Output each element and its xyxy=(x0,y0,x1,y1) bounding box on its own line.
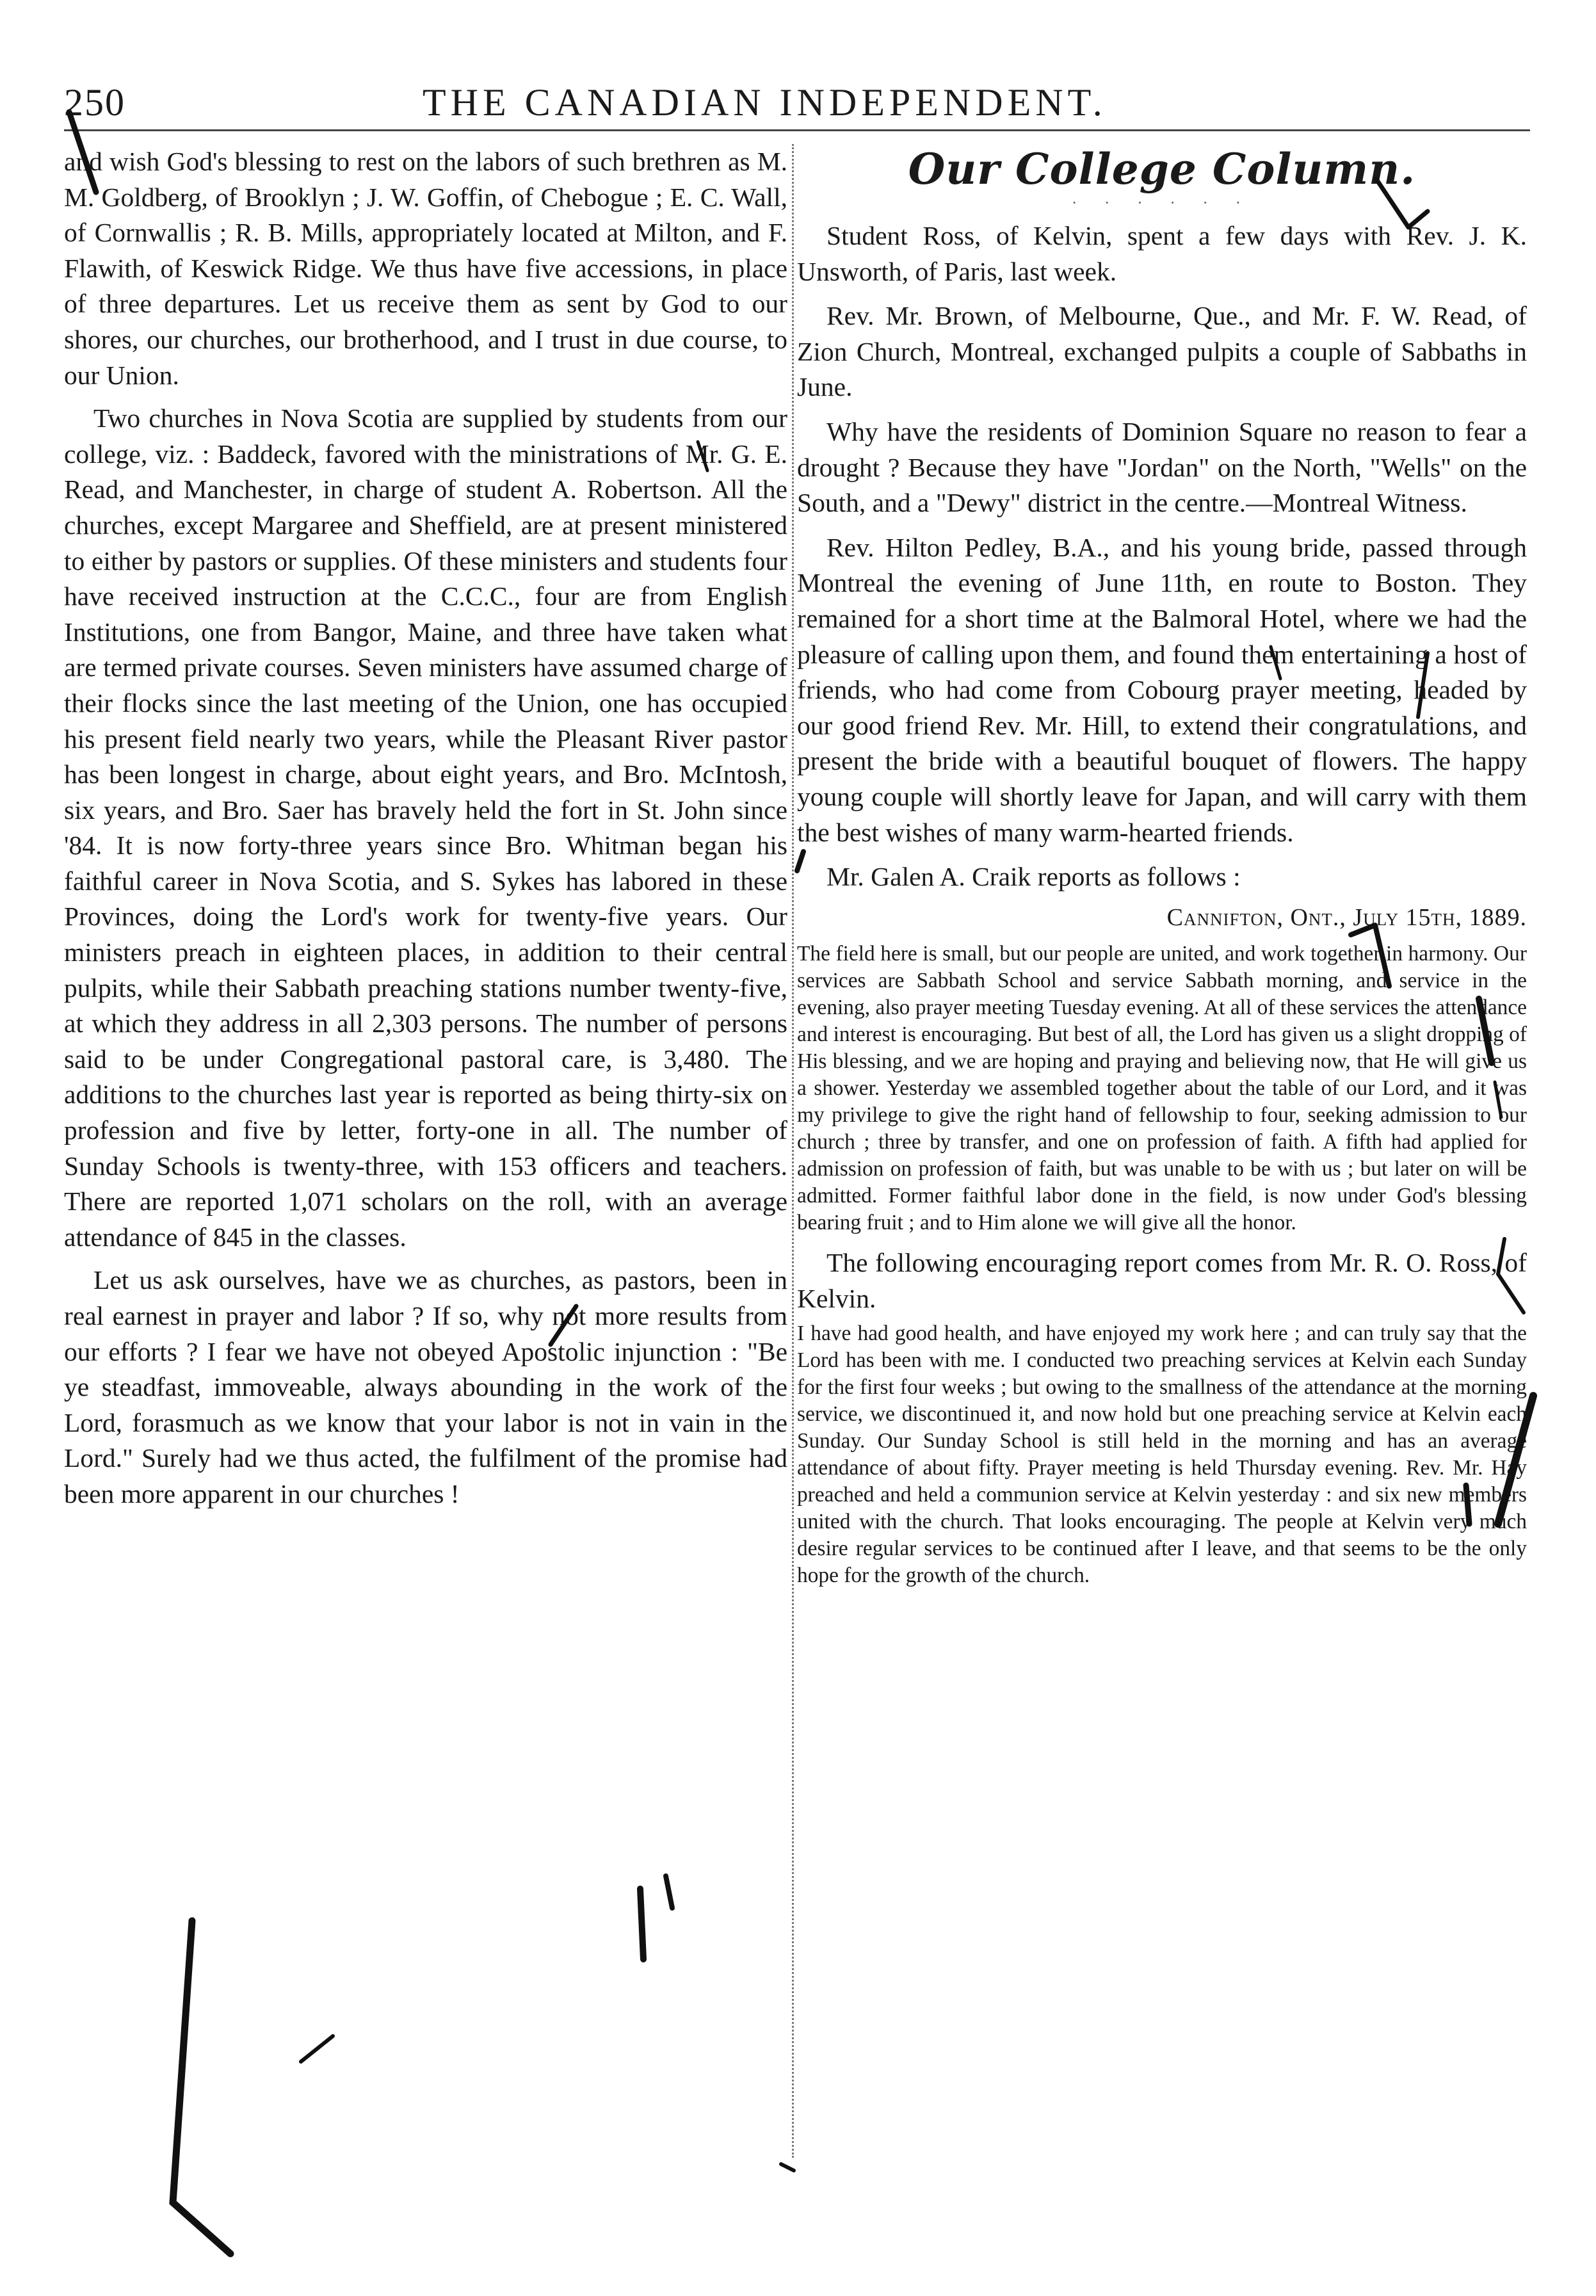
left-paragraph-3: Let us ask ourselves, have we as churches, as pastors, been in real earnest in prayer and labor ? If so, why not more results from our efforts ? I fear we have not obeyed Apostolic injunction : "Be ye steadfast, immoveable, always abounding in the work of the Lord, forasmuch as we know that your labor is not in vain in the Lord." Surely had we thus acted, the fulfilment of the promise had been more apparent in our churches ! xyxy=(64,1265,787,1508)
college-column-heading: Our College Column. xyxy=(908,144,1416,194)
item-student-ross: Student Ross, of Kelvin, spent a few days with Rev. J. K. Unsworth, of Paris, last week. xyxy=(797,221,1527,286)
header-rule xyxy=(64,129,1530,131)
item-dominion-square: Why have the residents of Dominion Square no reason to fear a drought ? Because they have "Jordan" on the North, "Wells" on the South, and a "Dewy" district in the centre.—Montreal Witness. xyxy=(797,416,1527,518)
left-paragraph-1: and wish God's blessing to rest on the labors of such brethren as M. M. Goldberg, of Brooklyn ; J. W. Goffin, of Chebogue ; E. C. Wall, of Cornwallis ; R. B. Mills, appropriately located at Milton, and F. Flawith, of Keswick Ridge. We thus have five accessions, in place of three departures. Let us receive them as sent by God to our shores, our churches, our brotherhood, and I trust in due course, to our Union. xyxy=(64,147,787,390)
left-paragraph-2: Two churches in Nova Scotia are supplied by students from our college, viz. : Baddeck, favored with the ministrations of Mr. G. E. Read, and Manchester, in charge of student A. Robertson. All the churches, except Margaree and Sheffield, are at present ministered to either by pastors or supplies. Of these ministers and students four have received instruction at the C.C.C., four are from English Institutions, one from Bangor, Maine, and three have taken what are termed private courses. Seven ministers have assumed charge of their flocks since the last meeting of the Union, one has occupied his present field nearly two years, while the Pleasant River pastor has been longest in charge, about eight years, and Bro. McIntosh, six years, and Bro. Saer has bravely held the fort in St. John since '84. It is now forty-three years since Bro. Whitman began his faithful career in Nova Scotia, and S. Sykes has labored in these Provinces, doing the Lord's work for twenty-five years. Our ministers preach in eighteen places, in addition to their central pulpits, while their Sabbath preaching stations number twenty-five, at which they address in all 2,303 persons. The number of persons said to be under Congregational pastoral care, is 3,480. The additions to the churches last year is reported as being thirty-six on profession and five by letter, forty-one in all. The number of Sunday Schools is twenty-three, with 153 officers and teachers. There are reported 1,071 scholars on the roll, with an average attendance of 845 in the classes. xyxy=(64,403,787,1252)
running-title: THE CANADIAN INDEPENDENT. xyxy=(423,81,1107,124)
heading-ornament: · · · · · · xyxy=(1071,193,1253,212)
page-header xyxy=(64,76,1536,133)
letter-ross: I have had good health, and have enjoyed my work here ; and can truly say that the Lord has been with me. I conducted two preaching services at Kelvin each Sunday for the first four weeks ; but owing to the smallness of the attendance at the morning service, we discontinued it, and now hold but one preaching service at Kelvin each Sunday. Our Sunday School is still held in the morning and has an average attendance of about fifty. Prayer meeting is held Thursday evening. Rev. Mr. Hay preached and held a communion service at Kelvin yesterday : and six new members united with the church. That looks encouraging. The people at Kelvin very much desire regular services to be continued after I leave, and that seems to be the only hope for the growth of the church. xyxy=(797,1322,1527,1588)
right-column xyxy=(797,144,1527,1589)
page-number: 250 xyxy=(64,81,125,124)
item-hilton-pedley: Rev. Hilton Pedley, B.A., and his young bride, passed through Montreal the evening of June 11th, en route to Boston. They remained for a short time at the Balmoral Hotel, where we had the pleasure of calling upon them, and found them entertaining a host of friends, who had come from Cobourg prayer meeting, headed by our good friend Rev. Mr. Hill, to extend their congratulations, and present the bride with a beautiful bouquet of flowers. The happy young couple will shortly leave for Japan, and will carry with them the best wishes of many warm-hearted friends. xyxy=(797,532,1527,847)
column-divider xyxy=(792,144,794,2158)
item-ross-intro: The following encouraging report comes from Mr. R. O. Ross, of Kelvin. xyxy=(797,1248,1527,1313)
left-column xyxy=(64,144,787,1512)
item-pulpit-exchange: Rev. Mr. Brown, of Melbourne, Que., and Mr. F. W. Read, of Zion Church, Montreal, exchanged pulpits a couple of Sabbaths in June. xyxy=(797,301,1527,402)
letter-craik: The field here is small, but our people are united, and work together in harmony. Our services are Sabbath School and service Sabbath morning, and service in the evening, also prayer meeting Tuesday evening. At all of these services the attendance and interest is encouraging. But best of all, the Lord has given us a slight dropping of His blessing, and we are hoping and praying and believing now, that He will give us a shower. Yesterday we assembled together about the table of our Lord, and it was my privilege to give the right hand of fellowship to four, seeking admission to our church ; three by transfer, and one on profession of faith. A fifth had applied for admission on profession of faith, but was unable to be with us ; but later on will be admitted. Former faithful labor done in the field, is now under God's blessing bearing fruit ; and to Him alone we will give all the honor. xyxy=(797,942,1527,1235)
item-craik-intro: Mr. Galen A. Craik reports as follows : xyxy=(826,862,1241,892)
letter-dateline: Cannifton, Ont., July 15th, 1889. xyxy=(1166,903,1527,931)
